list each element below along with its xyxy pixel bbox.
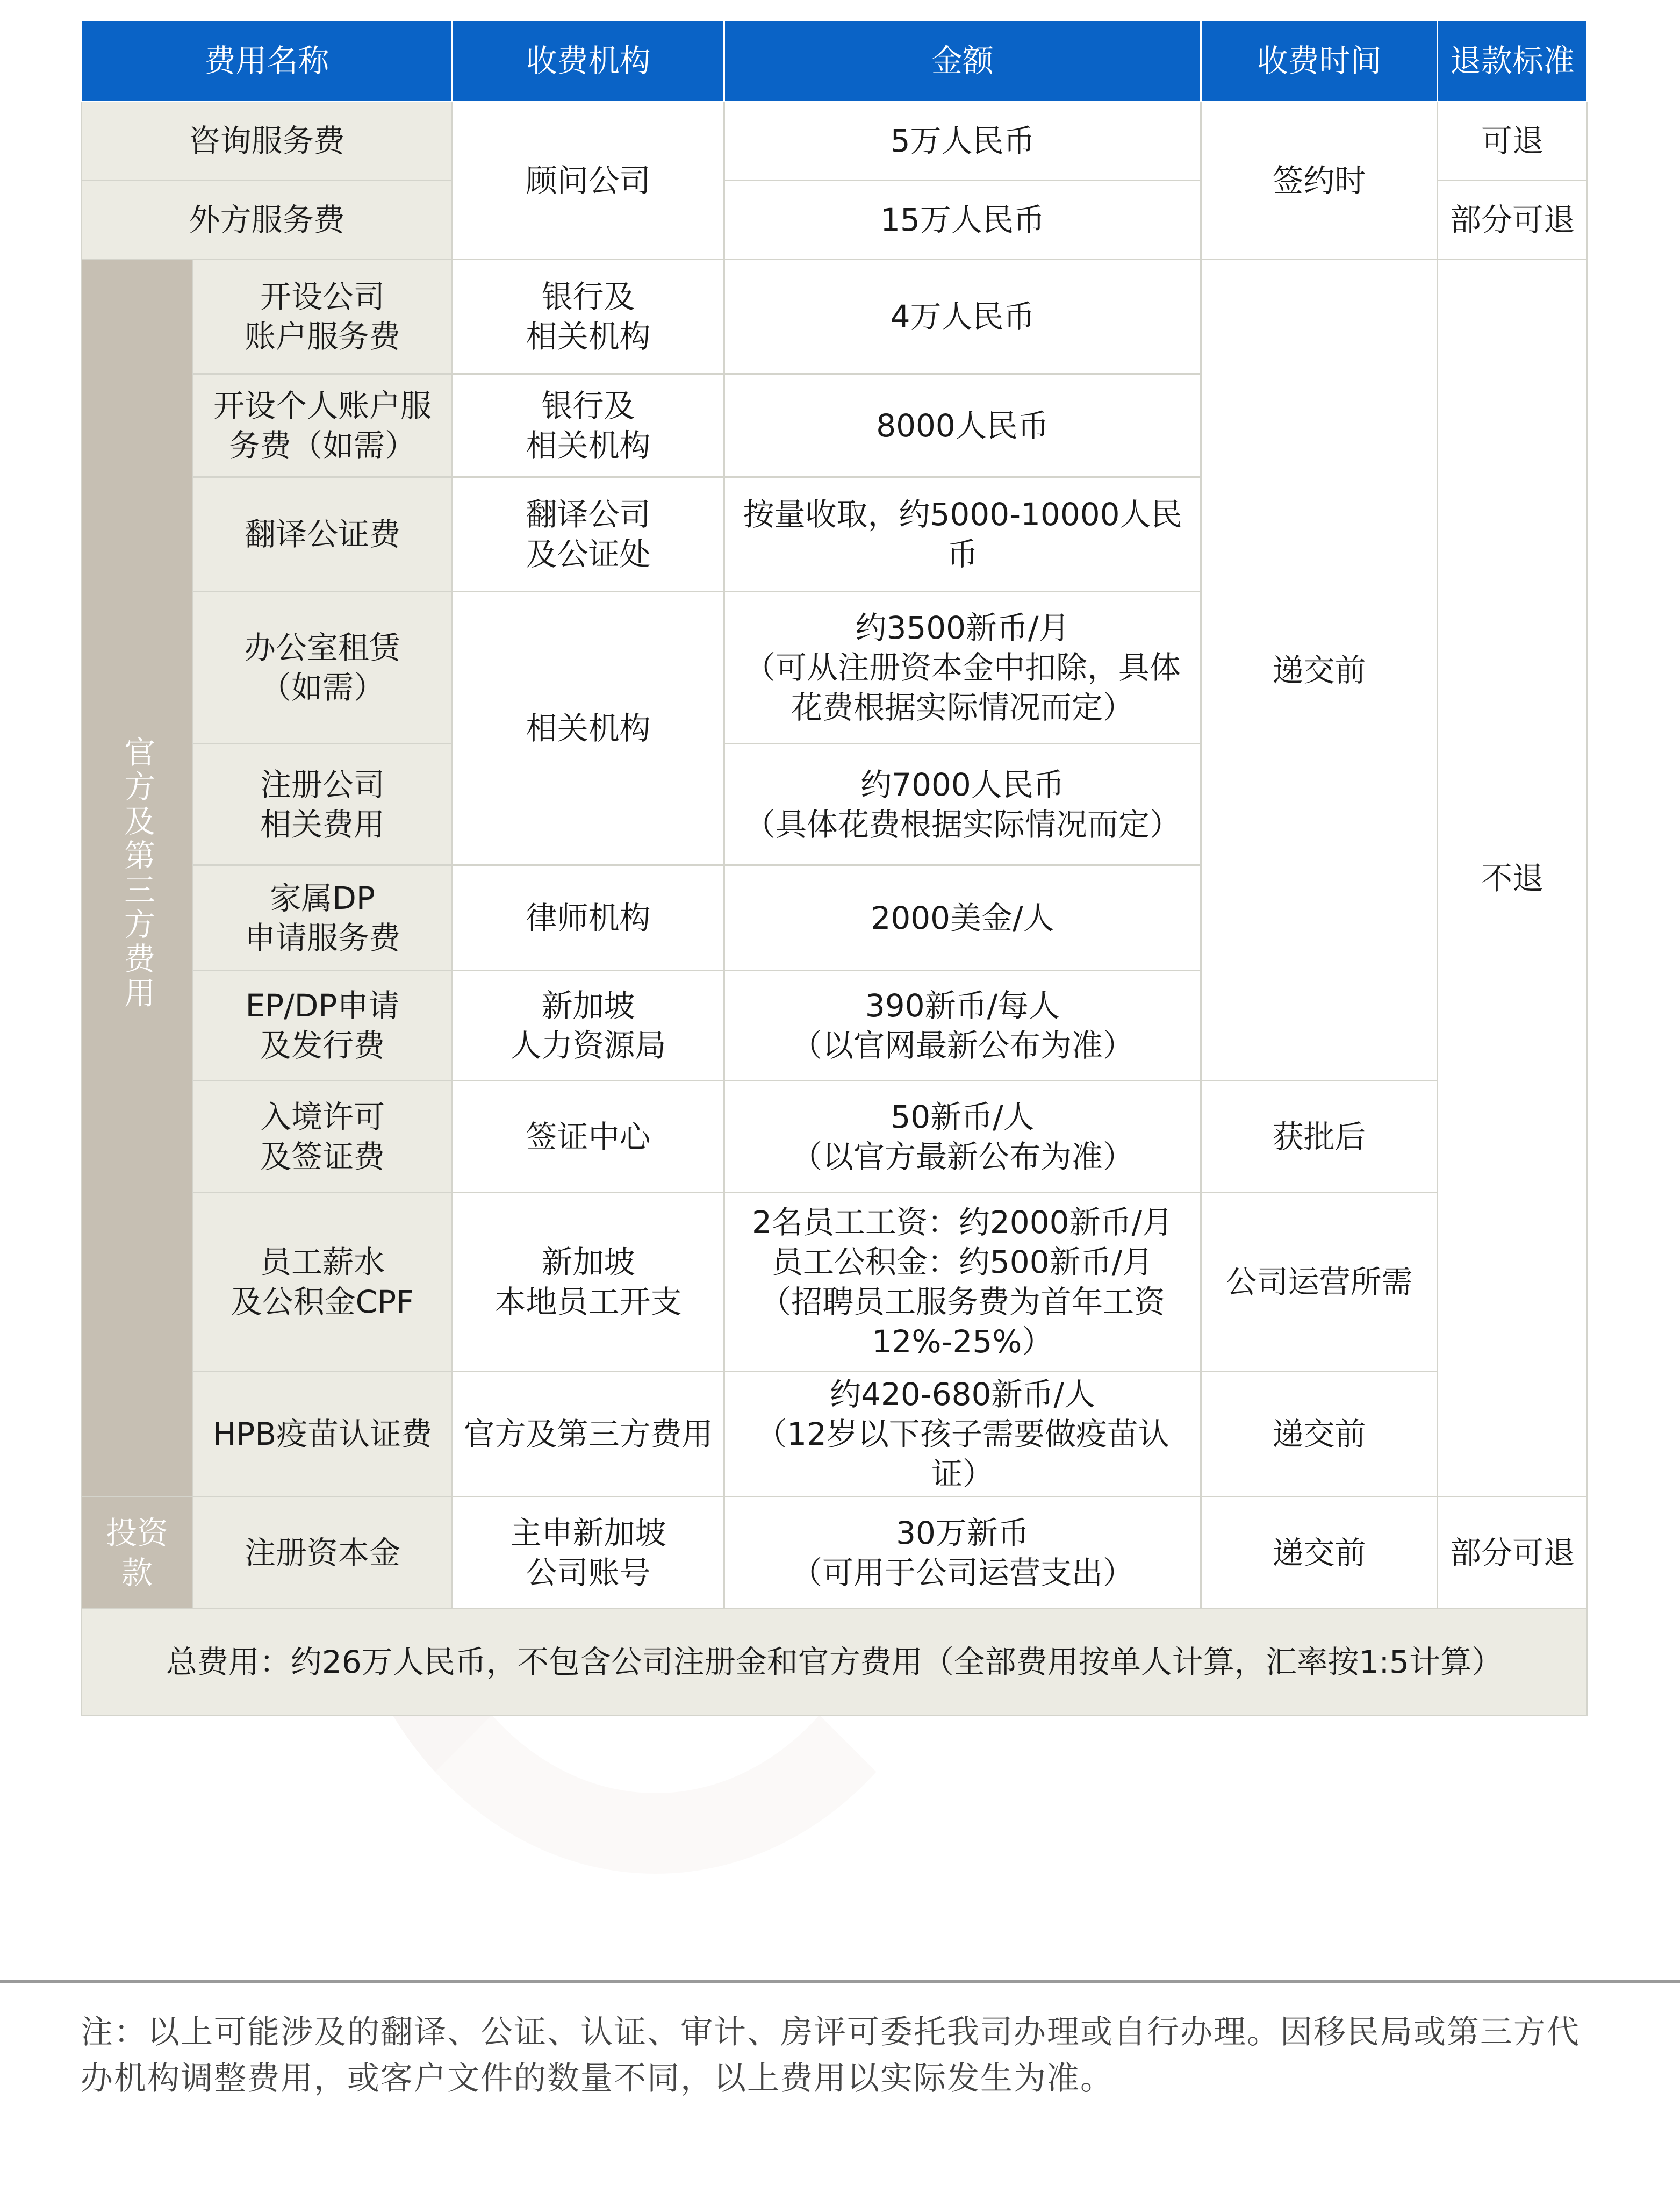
amount-corp-account: 4万人民币 xyxy=(724,260,1201,374)
time-operation: 公司运营所需 xyxy=(1201,1193,1438,1372)
text-line: （以官方最新公布为准） xyxy=(791,1138,1135,1175)
table-row xyxy=(82,1193,1588,1372)
header-fee-name: 费用名称 xyxy=(82,20,453,102)
text-line: 及发行费 xyxy=(260,1027,385,1064)
time-capital: 递交前 xyxy=(1201,1497,1438,1609)
text-line: 约7000人民币 xyxy=(860,766,1065,803)
fee-name-hpb: HPB疫苗认证费 xyxy=(193,1372,453,1497)
text-line: 2名员工工资：约2000新币/月 xyxy=(751,1204,1174,1241)
text-line: 家属DP xyxy=(270,879,375,916)
table-row xyxy=(82,1497,1588,1609)
text-line: 本地员工开支 xyxy=(494,1284,682,1320)
footnote: 注：以上可能涉及的翻译、公证、认证、审计、房评可委托我司办理或自行办理。因移民局或第三方代办机构调整费用，或客户文件的数量不同，以上费用以实际发生为准。 xyxy=(81,2013,1580,2097)
text-line: （12岁以下孩子需要做疫苗认 xyxy=(756,1416,1169,1452)
fee-name-consult: 咨询服务费 xyxy=(82,102,453,181)
agency-visa-center: 签证中心 xyxy=(453,1081,724,1193)
text-line: 开设公司 xyxy=(260,278,385,315)
text-line: 390新币/每人 xyxy=(865,987,1060,1024)
text-line: 员工薪水 xyxy=(260,1244,385,1280)
fee-name-foreign: 外方服务费 xyxy=(82,181,453,260)
agency-company-account xyxy=(453,1497,724,1609)
refund-none: 不退 xyxy=(1438,260,1588,1497)
fee-name-personal-account xyxy=(193,374,453,477)
table-row xyxy=(82,260,1588,374)
fee-table-container xyxy=(81,19,1586,1716)
text-line: EP/DP申请 xyxy=(245,987,400,1024)
category-official-third-party xyxy=(82,260,193,1497)
agency-mom xyxy=(453,971,724,1081)
text-line: 相关费用 xyxy=(260,806,385,843)
text-line: （招聘员工服务费为首年工资 xyxy=(760,1284,1166,1320)
amount-register xyxy=(724,744,1201,865)
amount-foreign: 15万人民币 xyxy=(724,181,1201,260)
text-line: 申请服务费 xyxy=(245,919,401,956)
footer-divider xyxy=(0,1980,1680,1983)
text-line: 及公证处 xyxy=(526,536,651,572)
text-line: 办公室租赁 xyxy=(245,629,401,666)
header-time: 收费时间 xyxy=(1201,20,1438,102)
amount-hpb xyxy=(724,1372,1201,1497)
text-line: （可用于公司运营支出） xyxy=(791,1554,1135,1591)
table-row xyxy=(82,102,1588,181)
text-line: 相关机构 xyxy=(526,427,651,464)
text-line: 花费根据实际情况而定） xyxy=(791,689,1135,726)
total-summary: 总费用：约26万人民币，不包含公司注册金和官方费用（全部费用按单人计算，汇率按1:5计算） xyxy=(82,1609,1588,1716)
fee-name-dp xyxy=(193,865,453,971)
category-investment: 投资款 xyxy=(82,1497,193,1609)
agency-bank xyxy=(453,374,724,477)
amount-epdp xyxy=(724,971,1201,1081)
fee-table xyxy=(81,19,1588,1716)
text-line: （可从注册资本金中扣除，具体 xyxy=(744,649,1181,686)
header-amount: 金额 xyxy=(724,20,1201,102)
amount-translation: 按量收取，约5000-10000人民币 xyxy=(724,477,1201,592)
text-line: 员工公积金：约500新币/月 xyxy=(771,1244,1154,1280)
text-line: 50新币/人 xyxy=(891,1098,1035,1135)
text-line: 约3500新币/月 xyxy=(855,610,1070,646)
text-line: 相关机构 xyxy=(526,318,651,355)
text-line: 翻译公司 xyxy=(526,496,651,533)
text-line: 公司账号 xyxy=(526,1554,651,1591)
fee-name-office xyxy=(193,592,453,744)
agency-consultant: 顾问公司 xyxy=(453,102,724,260)
fee-name-capital: 注册资本金 xyxy=(193,1497,453,1609)
text-line: 12%-25%） xyxy=(872,1323,1053,1360)
agency-translation xyxy=(453,477,724,592)
fee-name-entry xyxy=(193,1081,453,1193)
text-line: （如需） xyxy=(260,669,385,706)
header-agency: 收费机构 xyxy=(453,20,724,102)
refund-foreign: 部分可退 xyxy=(1438,181,1588,260)
text-line: 务费（如需） xyxy=(229,427,417,464)
table-row xyxy=(82,1372,1588,1497)
time-after-approval: 获批后 xyxy=(1201,1081,1438,1193)
text-line: 及公积金CPF xyxy=(231,1284,414,1320)
text-line: 注册公司 xyxy=(260,766,385,803)
text-line: 约420-680新币/人 xyxy=(830,1376,1095,1413)
amount-office xyxy=(724,592,1201,744)
agency-official-third-party: 官方及第三方费用 xyxy=(453,1372,724,1497)
text-line: 人力资源局 xyxy=(510,1027,666,1064)
text-line: 开设个人账户服 xyxy=(213,387,432,424)
text-line: 30万新币 xyxy=(896,1514,1029,1551)
text-line: 主申新加坡 xyxy=(510,1514,666,1551)
amount-salary xyxy=(724,1193,1201,1372)
fee-name-salary xyxy=(193,1193,453,1372)
text-line: 证） xyxy=(931,1456,994,1492)
time-signing: 签约时 xyxy=(1201,102,1438,260)
header-refund: 退款标准 xyxy=(1438,20,1588,102)
text-line: 银行及 xyxy=(541,387,635,424)
amount-consult: 5万人民币 xyxy=(724,102,1201,181)
text-line: 新加坡 xyxy=(541,1244,635,1280)
amount-entry xyxy=(724,1081,1201,1193)
table-row xyxy=(82,1609,1588,1716)
text-line: 及签证费 xyxy=(260,1138,385,1175)
text-line: （以官网最新公布为准） xyxy=(791,1027,1135,1064)
agency-bank xyxy=(453,260,724,374)
agency-related: 相关机构 xyxy=(453,592,724,865)
table-row xyxy=(82,1081,1588,1193)
refund-capital: 部分可退 xyxy=(1438,1497,1588,1609)
category-label: 官方及第三方费用 xyxy=(119,736,155,1011)
amount-personal-account: 8000人民币 xyxy=(724,374,1201,477)
fee-name-corp-account xyxy=(193,260,453,374)
time-hpb: 递交前 xyxy=(1201,1372,1438,1497)
text-line: 新加坡 xyxy=(541,987,635,1024)
fee-name-epdp xyxy=(193,971,453,1081)
time-before-submit: 递交前 xyxy=(1201,260,1438,1081)
agency-lawyer: 律师机构 xyxy=(453,865,724,971)
table-header-row xyxy=(82,20,1588,102)
amount-capital xyxy=(724,1497,1201,1609)
text-line: 银行及 xyxy=(541,278,635,315)
text-line: （具体花费根据实际情况而定） xyxy=(744,806,1181,843)
amount-dp: 2000美金/人 xyxy=(724,865,1201,971)
fee-name-translation: 翻译公证费 xyxy=(193,477,453,592)
text-line: 入境许可 xyxy=(260,1098,385,1135)
text-line: 账户服务费 xyxy=(245,318,401,355)
fee-name-register xyxy=(193,744,453,865)
refund-consult: 可退 xyxy=(1438,102,1588,181)
agency-local-staff xyxy=(453,1193,724,1372)
